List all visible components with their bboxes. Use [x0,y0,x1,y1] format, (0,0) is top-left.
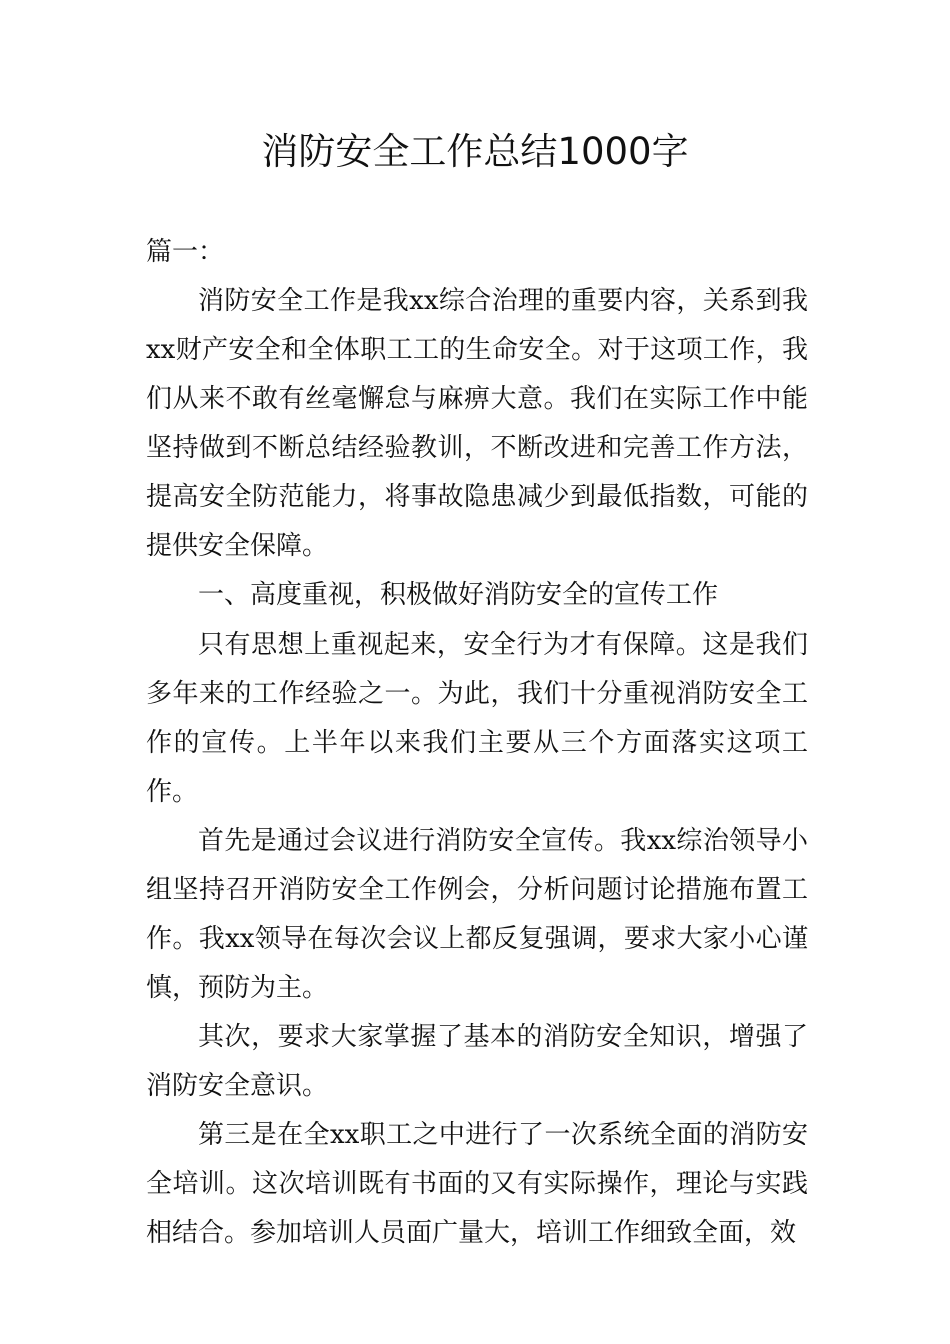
paragraph-third-measure: 第三是在全xx职工之中进行了一次系统全面的消防安全培训。这次培训既有书面的又有实际操作，理论与实践相结合。参加培训人员面广量大，培训工作细致全面，效 [146,1120,808,1248]
document-body [146,228,808,1258]
paragraph-first-measure: 首先是通过会议进行消防安全宣传。我xx综治领导小组坚持召开消防安全工作例会，分析问题讨论措施布置工作。我xx领导在每次会议上都反复强调，要求大家小心谨慎，预防为主。 [146,826,808,1003]
paragraph-second-measure: 其次，要求大家掌握了基本的消防安全知识，增强了消防安全意识。 [146,1022,808,1101]
part-label: 篇一： [146,237,225,267]
section-heading-1: 一、高度重视，积极做好消防安全的宣传工作 [198,580,719,610]
paragraph-intro: 消防安全工作是我xx综合治理的重要内容，关系到我xx财产安全和全体职工工的生命安全。对于这项工作，我们从来不敢有丝毫懈怠与麻痹大意。我们在实际工作中能坚持做到不断总结经验教训，不断改进和完善工作方法，提高安全防范能力，将事故隐患减少到最低指数，可能的提供安全保障。 [146,286,808,561]
paragraph-publicity: 只有思想上重视起来，安全行为才有保障。这是我们多年来的工作经验之一。为此，我们十分重视消防安全工作的宣传。上半年以来我们主要从三个方面落实这项工作。 [146,630,808,807]
document-title: 消防安全工作总结1000字 [261,130,689,173]
